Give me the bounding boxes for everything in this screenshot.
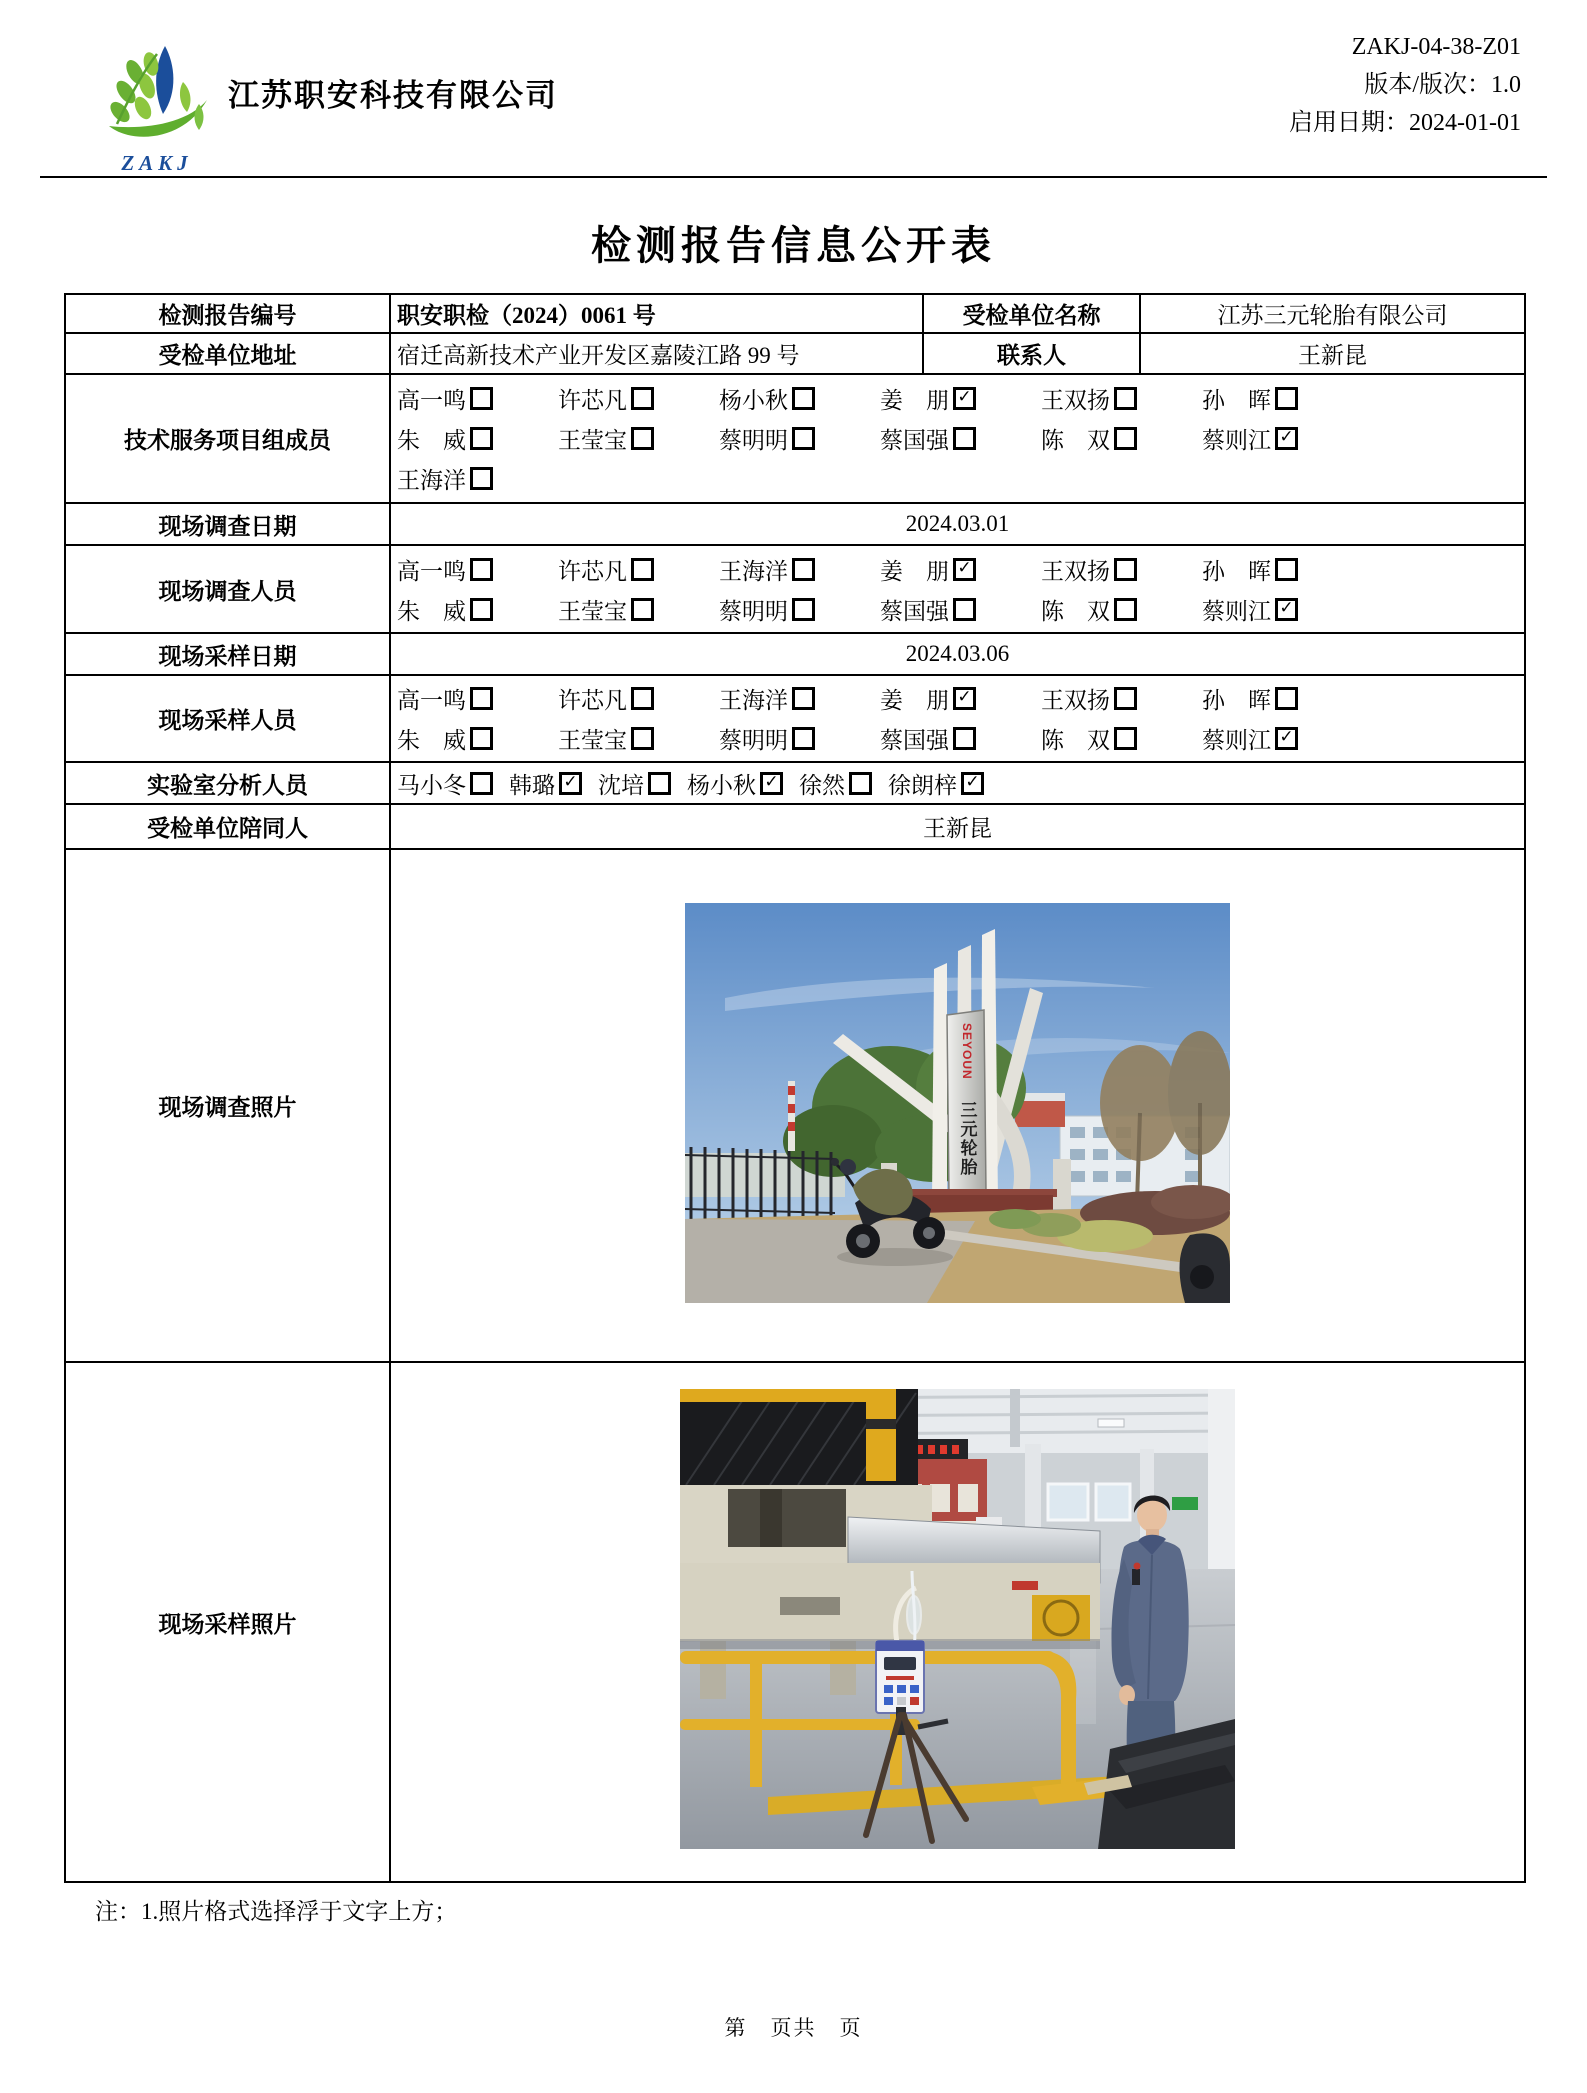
- member-item: [880, 682, 1041, 715]
- escort-value: 王新昆: [390, 804, 1525, 849]
- checkbox-unchecked-icon[interactable]: [792, 687, 815, 710]
- member-name: 孙 晖: [1202, 558, 1271, 584]
- member-name: 沈培: [598, 772, 644, 798]
- member-name: 陈 双: [1041, 728, 1110, 753]
- member-name: 孙 晖: [1202, 388, 1271, 413]
- page-number-footer: 第 页共 页: [724, 2016, 863, 2040]
- checkbox-checked-icon[interactable]: ✓: [961, 772, 984, 795]
- sampling-staff-members: [390, 675, 1525, 762]
- report-no-value: 职安职检（2024）0061 号: [390, 294, 923, 333]
- page-title: 检测报告信息公开表: [591, 223, 996, 268]
- member-item: [1202, 422, 1363, 455]
- member-item: [880, 722, 1041, 755]
- checkbox-unchecked-icon[interactable]: [792, 427, 815, 450]
- table-row: [65, 545, 1525, 633]
- member-name: 王莹宝: [558, 428, 627, 453]
- member-name: 蔡国强: [880, 598, 949, 624]
- member-item: [888, 767, 984, 800]
- member-item: [1202, 722, 1363, 755]
- member-name: 王海洋: [397, 468, 466, 493]
- survey-date-label: 现场调查日期: [65, 503, 390, 545]
- factory-gate-photo: [685, 903, 1230, 1303]
- member-item: [1202, 382, 1363, 415]
- member-name: 王双扬: [1041, 688, 1110, 713]
- member-name: 杨小秋: [687, 772, 756, 798]
- survey-photo-cell: [390, 849, 1525, 1362]
- member-item: [558, 722, 719, 755]
- checkbox-unchecked-icon[interactable]: [1114, 387, 1137, 410]
- member-name: 蔡则江: [1202, 598, 1271, 624]
- member-name: 蔡国强: [880, 428, 949, 453]
- checkbox-unchecked-icon[interactable]: [792, 727, 815, 750]
- member-item: [558, 553, 719, 586]
- checkbox-checked-icon[interactable]: ✓: [559, 772, 582, 795]
- checkbox-unchecked-icon[interactable]: [470, 558, 493, 581]
- member-item: [719, 593, 880, 626]
- member-item: [719, 553, 880, 586]
- table-row: [65, 762, 1525, 804]
- survey-staff-label: 现场调查人员: [65, 545, 390, 633]
- member-name: 姜 朋: [880, 388, 949, 413]
- member-line: [397, 549, 1518, 589]
- member-item: [799, 767, 872, 800]
- member-name: 杨小秋: [719, 388, 788, 413]
- member-item: [598, 767, 671, 800]
- checkbox-unchecked-icon[interactable]: [1114, 558, 1137, 581]
- checkbox-unchecked-icon[interactable]: [792, 387, 815, 410]
- member-item: [558, 422, 719, 455]
- checkbox-unchecked-icon[interactable]: [631, 427, 654, 450]
- checkbox-unchecked-icon[interactable]: [792, 598, 815, 621]
- sampling-photo-label: 现场采样照片: [65, 1362, 390, 1882]
- member-item: [1041, 382, 1202, 415]
- member-item: [558, 382, 719, 415]
- team-label: 技术服务项目组成员: [65, 374, 390, 503]
- header-divider: [40, 176, 1547, 178]
- checkbox-unchecked-icon[interactable]: [792, 558, 815, 581]
- member-item: [397, 382, 558, 415]
- member-name: 陈 双: [1041, 598, 1110, 624]
- member-name: 王双扬: [1041, 388, 1110, 413]
- lab-staff-members: [390, 762, 1525, 804]
- member-item: [1041, 422, 1202, 455]
- checkbox-checked-icon[interactable]: ✓: [953, 687, 976, 710]
- survey-date-value: 2024.03.01: [390, 503, 1525, 545]
- member-item: [1041, 682, 1202, 715]
- member-name: 高一鸣: [397, 388, 466, 413]
- checkbox-unchecked-icon[interactable]: [1275, 387, 1298, 410]
- table-row: [65, 374, 1525, 503]
- member-name: 朱 威: [397, 598, 466, 624]
- report-form-table: [64, 293, 1526, 1883]
- unit-addr-label: 受检单位地址: [65, 333, 390, 374]
- doc-code: ZAKJ-04-38-Z01: [1351, 34, 1521, 60]
- table-row: [65, 294, 1525, 333]
- member-name: 孙 晖: [1202, 688, 1271, 713]
- sampling-photo-cell: [390, 1362, 1525, 1882]
- member-name: 许芯凡: [558, 388, 627, 413]
- gate-sign-brand-text: SEYOUN: [960, 1022, 974, 1080]
- checkbox-unchecked-icon[interactable]: [631, 727, 654, 750]
- checkbox-checked-icon[interactable]: ✓: [760, 772, 783, 795]
- member-line: [397, 763, 1518, 803]
- member-item: [880, 593, 1041, 626]
- member-name: 王莹宝: [558, 598, 627, 624]
- member-item: [880, 553, 1041, 586]
- document-codes: [1289, 28, 1521, 142]
- sampling-date-value: 2024.03.06: [390, 633, 1525, 675]
- team-members: [390, 374, 1525, 503]
- checkbox-unchecked-icon[interactable]: [1114, 727, 1137, 750]
- unit-name-label: 受检单位名称: [923, 294, 1140, 333]
- member-name: 陈 双: [1041, 428, 1110, 453]
- member-name: 许芯凡: [558, 558, 627, 584]
- logo-text: ZAKJ: [121, 151, 193, 175]
- table-row: [65, 503, 1525, 545]
- member-name: 马小冬: [397, 772, 466, 798]
- company-logo: [92, 38, 222, 176]
- member-line: [397, 459, 1518, 499]
- checkbox-unchecked-icon[interactable]: [849, 772, 872, 795]
- footnote: 注：1.照片格式选择浮于文字上方；: [95, 1899, 458, 1924]
- member-name: 蔡则江: [1202, 428, 1271, 453]
- member-name: 蔡明明: [719, 428, 788, 453]
- member-name: 高一鸣: [397, 688, 466, 713]
- table-row: [65, 1362, 1525, 1882]
- member-line: [397, 379, 1518, 419]
- doc-version: 版本/版次：1.0: [1364, 72, 1521, 98]
- table-row: [65, 849, 1525, 1362]
- member-name: 王海洋: [719, 688, 788, 713]
- checkbox-unchecked-icon[interactable]: [1114, 687, 1137, 710]
- lab-staff-label: 实验室分析人员: [65, 762, 390, 804]
- member-name: 徐朗梓: [888, 772, 957, 798]
- survey-photo: [685, 903, 1230, 1303]
- member-item: [1041, 722, 1202, 755]
- member-item: [397, 682, 558, 715]
- member-item: [397, 722, 558, 755]
- member-item: [558, 682, 719, 715]
- checkbox-checked-icon[interactable]: ✓: [1275, 598, 1298, 621]
- sampling-photo: [680, 1389, 1235, 1849]
- member-name: 蔡明明: [719, 728, 788, 753]
- checkbox-unchecked-icon[interactable]: [470, 772, 493, 795]
- member-name: 韩璐: [509, 772, 555, 798]
- table-row: [65, 675, 1525, 762]
- checkbox-unchecked-icon[interactable]: [1275, 687, 1298, 710]
- checkbox-unchecked-icon[interactable]: [631, 387, 654, 410]
- survey-staff-members: [390, 545, 1525, 633]
- member-item: [397, 553, 558, 586]
- member-name: 姜 朋: [880, 688, 949, 713]
- checkbox-unchecked-icon[interactable]: [1114, 427, 1137, 450]
- member-item: [880, 382, 1041, 415]
- member-name: 王海洋: [719, 558, 788, 584]
- member-item: [509, 767, 582, 800]
- checkbox-unchecked-icon[interactable]: [470, 598, 493, 621]
- member-item: [397, 462, 558, 495]
- member-item: [1202, 682, 1363, 715]
- table-row: [65, 804, 1525, 849]
- member-item: [687, 767, 783, 800]
- leaf-logo-icon: [95, 38, 219, 150]
- table-row: [65, 333, 1525, 374]
- member-item: [1202, 593, 1363, 626]
- checkbox-unchecked-icon[interactable]: [631, 558, 654, 581]
- checkbox-unchecked-icon[interactable]: [953, 427, 976, 450]
- checkbox-unchecked-icon[interactable]: [470, 727, 493, 750]
- gate-sign-name-text: 三元轮胎: [957, 1100, 977, 1177]
- checkbox-checked-icon[interactable]: ✓: [953, 558, 976, 581]
- unit-addr-value: 宿迁高新技术产业开发区嘉陵江路 99 号: [390, 333, 923, 374]
- survey-photo-label: 现场调查照片: [65, 849, 390, 1362]
- table-row: [65, 633, 1525, 675]
- contact-value: 王新昆: [1140, 333, 1525, 374]
- checkbox-checked-icon[interactable]: ✓: [953, 387, 976, 410]
- member-item: [719, 422, 880, 455]
- member-line: [397, 679, 1518, 719]
- member-name: 朱 威: [397, 728, 466, 753]
- member-name: 蔡则江: [1202, 728, 1271, 753]
- member-item: [397, 422, 558, 455]
- unit-name-value: 江苏三元轮胎有限公司: [1140, 294, 1525, 333]
- checkbox-checked-icon[interactable]: ✓: [1275, 427, 1298, 450]
- doc-enable-date: 启用日期：2024-01-01: [1289, 110, 1521, 136]
- member-name: 许芯凡: [558, 688, 627, 713]
- company-name: 江苏职安科技有限公司: [228, 78, 558, 113]
- checkbox-unchecked-icon[interactable]: [631, 598, 654, 621]
- checkbox-unchecked-icon[interactable]: [631, 687, 654, 710]
- sampling-staff-label: 现场采样人员: [65, 675, 390, 762]
- member-name: 蔡国强: [880, 728, 949, 753]
- member-item: [1041, 553, 1202, 586]
- checkbox-checked-icon[interactable]: ✓: [1275, 727, 1298, 750]
- escort-label: 受检单位陪同人: [65, 804, 390, 849]
- member-name: 姜 朋: [880, 558, 949, 584]
- member-item: [880, 422, 1041, 455]
- member-name: 高一鸣: [397, 558, 466, 584]
- contact-label: 联系人: [923, 333, 1140, 374]
- member-item: [1202, 553, 1363, 586]
- member-name: 蔡明明: [719, 598, 788, 624]
- sampling-date-label: 现场采样日期: [65, 633, 390, 675]
- member-name: 王双扬: [1041, 558, 1110, 584]
- member-item: [558, 593, 719, 626]
- checkbox-unchecked-icon[interactable]: [953, 598, 976, 621]
- member-name: 朱 威: [397, 428, 466, 453]
- member-name: 徐然: [799, 772, 845, 798]
- factory-interior-photo: [680, 1389, 1235, 1849]
- checkbox-unchecked-icon[interactable]: [470, 687, 493, 710]
- checkbox-unchecked-icon[interactable]: [470, 387, 493, 410]
- member-item: [1041, 593, 1202, 626]
- checkbox-unchecked-icon[interactable]: [648, 772, 671, 795]
- member-item: [719, 722, 880, 755]
- member-name: 王莹宝: [558, 728, 627, 753]
- member-item: [397, 767, 493, 800]
- checkbox-unchecked-icon[interactable]: [470, 467, 493, 490]
- member-item: [719, 382, 880, 415]
- member-line: [397, 719, 1518, 759]
- member-line: [397, 589, 1518, 629]
- member-line: [397, 419, 1518, 459]
- report-no-label: 检测报告编号: [65, 294, 390, 333]
- member-item: [397, 593, 558, 626]
- checkbox-unchecked-icon[interactable]: [1114, 598, 1137, 621]
- checkbox-unchecked-icon[interactable]: [470, 427, 493, 450]
- member-item: [719, 682, 880, 715]
- checkbox-unchecked-icon[interactable]: [953, 727, 976, 750]
- checkbox-unchecked-icon[interactable]: [1275, 558, 1298, 581]
